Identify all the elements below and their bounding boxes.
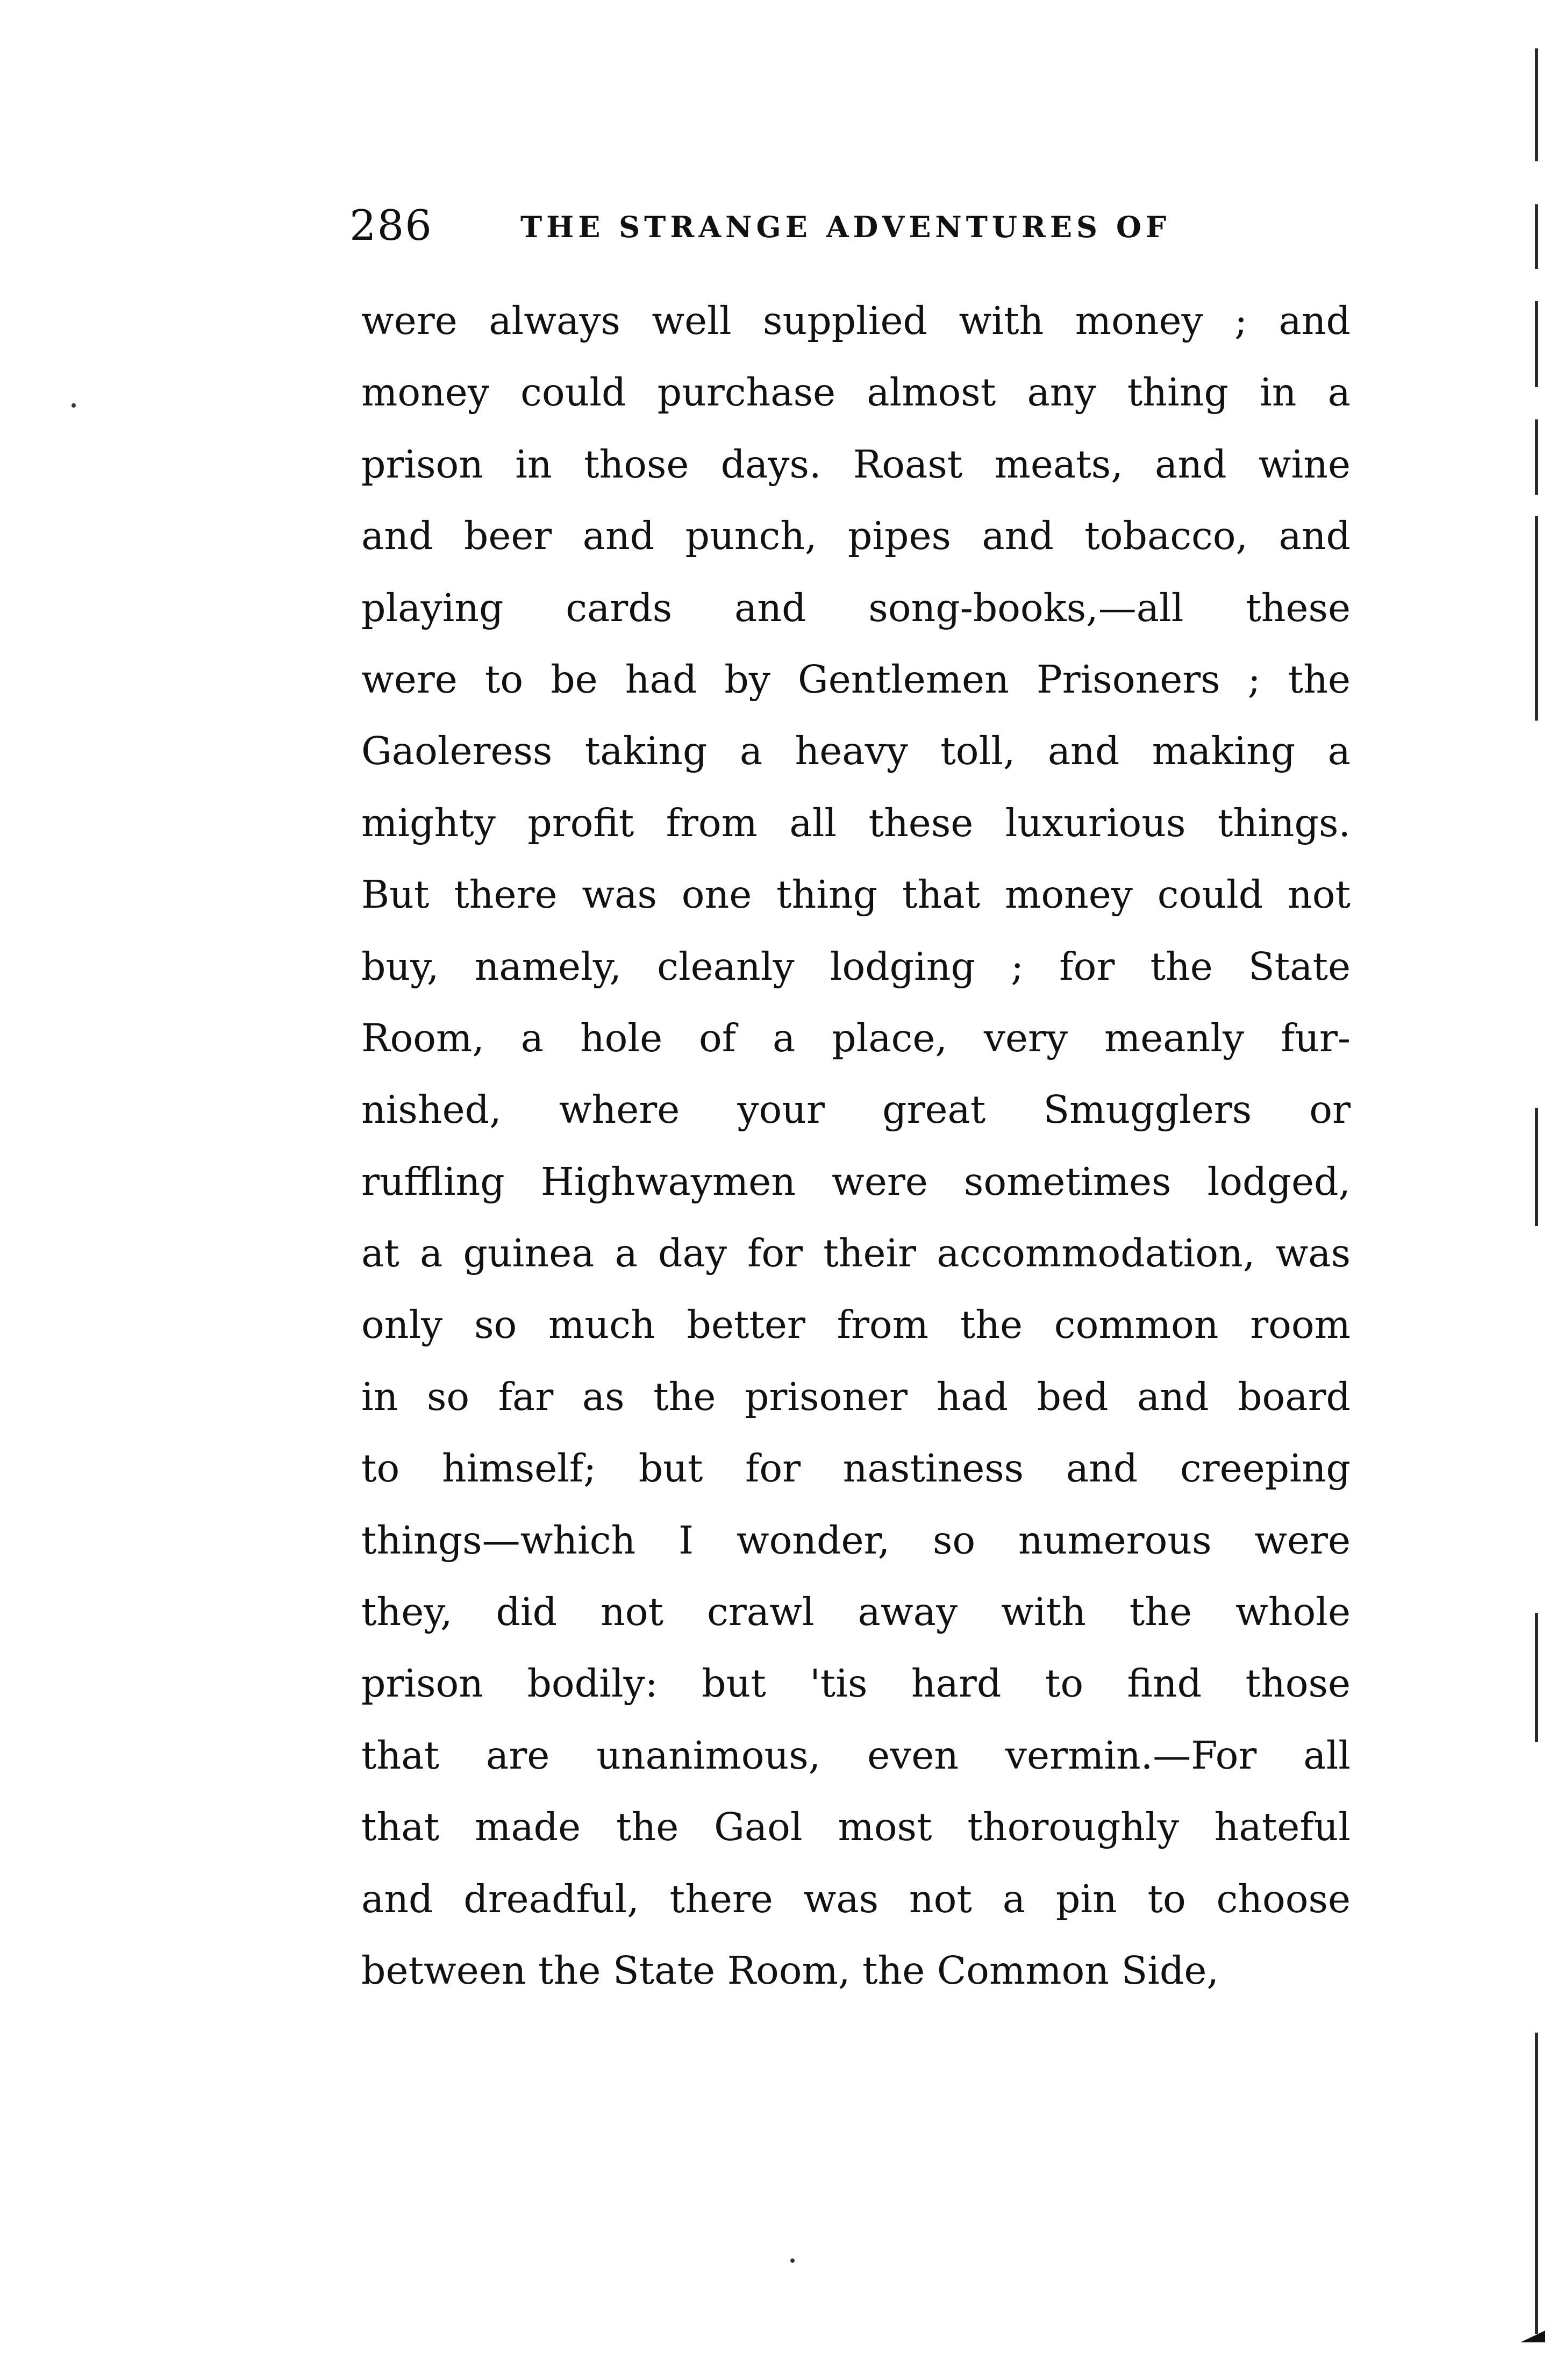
text-line: prison in those days. Roast meats, and wine xyxy=(361,441,1351,487)
text-line: mighty profit from all these luxurious things. xyxy=(361,800,1351,845)
running-title: THE STRANGE ADVENTURES OF xyxy=(520,210,1171,244)
text-line: in so far as the prisoner had bed and board xyxy=(361,1374,1351,1419)
text-line: that are unanimous, even vermin.—For all xyxy=(361,1733,1351,1778)
scan-edge-line xyxy=(1535,1613,1538,1742)
page-header xyxy=(349,196,1371,255)
text-line: ruffling Highwaymen were sometimes lodged, xyxy=(361,1159,1351,1204)
scan-edge-line xyxy=(1535,516,1538,721)
scan-edge-line xyxy=(1535,419,1538,495)
scan-corner-mark xyxy=(1520,2331,1545,2342)
text-line: and dreadful, there was not a pin to choose xyxy=(361,1876,1351,1921)
text-line: were always well supplied with money ; and xyxy=(361,298,1351,343)
text-line: between the State Room, the Common Side, xyxy=(361,1948,1219,1993)
text-line: buy, namely, cleanly lodging ; for the State xyxy=(361,944,1351,989)
text-line: Room, a hole of a place, very meanly fur- xyxy=(361,1015,1351,1060)
scan-speck xyxy=(72,403,76,408)
page-number: 286 xyxy=(349,202,433,250)
text-line: and beer and punch, pipes and tobacco, and xyxy=(361,514,1351,559)
text-line: Gaoleress taking a heavy toll, and making a xyxy=(361,729,1351,774)
text-line: things—which I wonder, so numerous were xyxy=(361,1517,1351,1563)
scan-edge-line xyxy=(1535,48,1538,161)
text-line: money could purchase almost any thing in a xyxy=(361,370,1351,415)
scan-edge-line xyxy=(1535,2033,1538,2334)
scan-speck xyxy=(790,2258,795,2263)
text-line: But there was one thing that money could not xyxy=(361,872,1351,917)
text-line: that made the Gaol most thoroughly hateful xyxy=(361,1805,1351,1850)
text-line: only so much better from the common room xyxy=(361,1302,1351,1348)
text-line: at a guinea a day for their accommodation, was xyxy=(361,1231,1351,1276)
text-line: they, did not crawl away with the whole xyxy=(361,1590,1351,1635)
text-line: to himself; but for nastiness and creeping xyxy=(361,1446,1351,1491)
body-text xyxy=(361,285,1351,2006)
scan-edge-line xyxy=(1535,1108,1538,1226)
text-line: nished, where your great Smugglers or xyxy=(361,1087,1351,1132)
text-line: playing cards and song-books,—all these xyxy=(361,585,1351,630)
scan-edge-line xyxy=(1535,204,1538,269)
text-line: prison bodily: but 'tis hard to find those xyxy=(361,1661,1351,1706)
scan-edge-line xyxy=(1535,301,1538,387)
text-line: were to be had by Gentlemen Prisoners ; the xyxy=(361,657,1351,702)
